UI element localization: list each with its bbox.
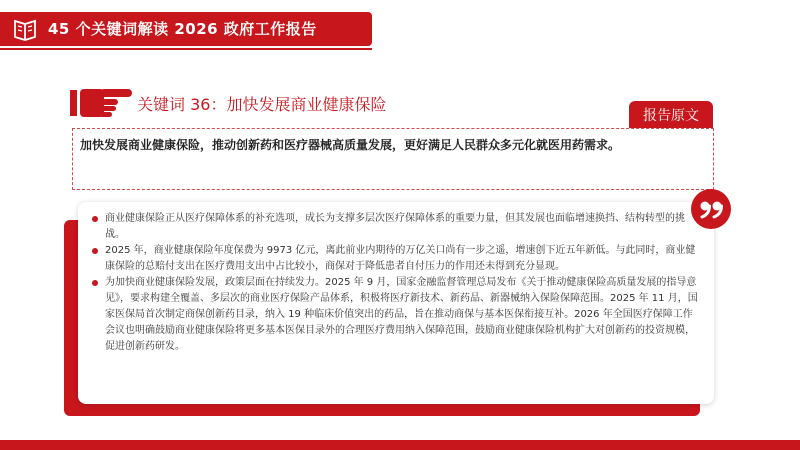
bullet-dot	[92, 216, 98, 222]
page-title: 45 个关键词解读 2026 政府工作报告	[48, 20, 317, 38]
footer-bar	[0, 440, 800, 450]
summary-text: 加快发展商业健康保险，推动创新药和医疗器械高质量发展，更好满足人民群众多元化就医用药需求。	[80, 138, 621, 152]
list-item	[92, 211, 702, 243]
quote-icon	[690, 188, 732, 230]
bullet-dot	[92, 280, 98, 286]
report-original-tab: 报告原文	[629, 101, 713, 131]
content-panel	[78, 202, 714, 404]
title-bar	[0, 12, 372, 46]
bullet-text: 商业健康保险正从医疗保障体系的补充选项，成长为支撑多层次医疗保障体系的重要力量，但其发展也面临增速换挡、结构转型的挑战。	[105, 213, 685, 240]
bullet-text: 为加快商业健康保险发展，政策层面在持续发力。2025 年 9 月，国家金融监督管理总局发布《关于推动健康保险高质量发展的指导意见》，要求构建全覆盖、多层次的商业医疗保险产品体系，积极将医疗新技术、新药品、新器械纳入保险保障范围。2025 年 11 月，国家医保局首次制定商保创新药目录，纳入 19 种临床价值突出的药品，旨在推动商保与基本医保衔接互补。2026 年全国医疗保障工作会议也明确鼓励商业健康保险将更多基本医保目录外的合理医疗费用纳入保障范围，鼓励商业健康保险机构扩大对创新药的投资规模，促进创新药研发。	[105, 277, 698, 352]
bullet-list	[92, 211, 702, 355]
pointing-hand-icon	[70, 86, 132, 118]
keyword-heading: 关键词 36：加快发展商业健康保险	[137, 95, 387, 114]
bullet-dot	[92, 248, 98, 254]
bullet-text: 2025 年，商业健康保险年度保费为 9973 亿元，离此前业内期待的万亿关口尚有一步之遥，增速创下近五年新低。与此同时，商业健康保险的总赔付支出在医疗费用支出中占比较小，商保对于降低患者自付压力的作用还未得到充分显现。	[105, 245, 696, 272]
list-item	[92, 275, 702, 355]
list-item	[92, 243, 702, 275]
book-stack-icon	[12, 17, 38, 41]
title-underline	[0, 48, 372, 50]
summary-box	[72, 128, 714, 190]
